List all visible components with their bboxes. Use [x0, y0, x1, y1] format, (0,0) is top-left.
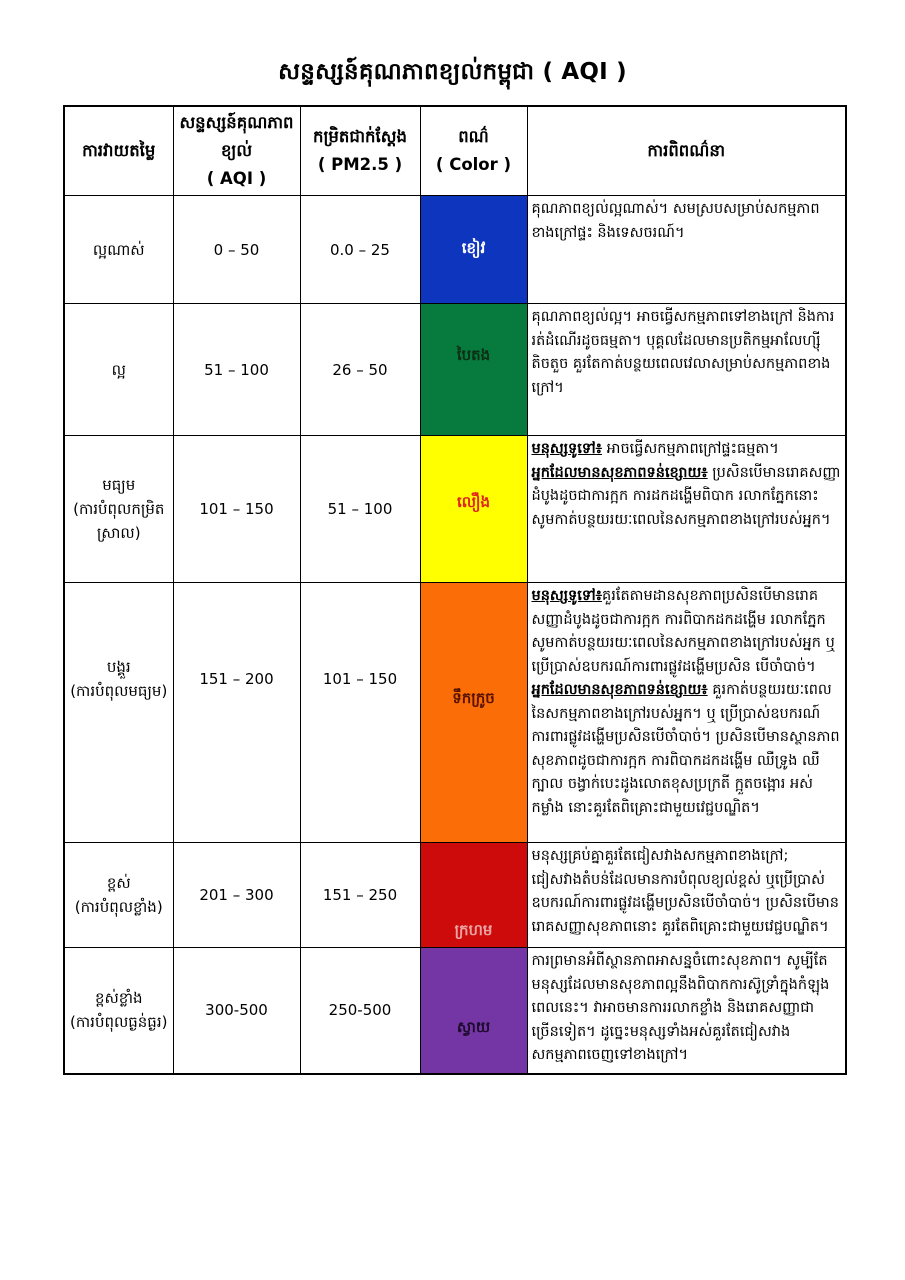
- description-cell: [527, 304, 846, 436]
- aqi-cell: 201 – 300: [173, 843, 300, 948]
- rating-cell: [64, 196, 173, 304]
- header-color: [420, 106, 527, 196]
- color-name-label: ទឹកក្រូច: [452, 688, 495, 707]
- rating-note: (ការបំពុលធ្ងន់ធ្ងរ): [70, 1013, 168, 1032]
- color-name-label: ស្វាយ: [456, 1018, 491, 1037]
- rating-cell: [64, 948, 173, 1074]
- rating-name: ខ្ពស់: [106, 874, 131, 893]
- description-cell: [527, 583, 846, 843]
- header-pm25-label: កម្រិតជាក់ស្តែង: [313, 127, 407, 147]
- description-paragraph: អ្នកដែលមានសុខភាពទន់ខ្សោយ៖ គួរកាត់បន្ថយរយៈពេលនៃសកម្មភាពខាងក្រៅរបស់អ្នក។ ឬ ប្រើប្រាស់ឧបករណ៍ការពារផ្លូវដង្ហើមប្រសិនបើចាំបាច់។ ប្រសិនបើមានស្ថានភាពសុខភាពដូចជាការក្អក ការពិបាកដកដង្ហើម ឈឺទ្រូង ឈឺក្បាល ចង្វាក់បេះដូងលោតខុសប្រក្រតី ក្អួតចង្អោរ អស់កម្លាំង នោះគួរតែពិគ្រោះជាមួយវេជ្ជបណ្ឌិត។: [531, 682, 840, 816]
- pm25-cell: 0.0 – 25: [300, 196, 420, 304]
- rating-cell: [64, 304, 173, 436]
- color-cell: [420, 583, 527, 843]
- header-color-label: ពណ៌: [458, 127, 489, 147]
- description-cell: [527, 948, 846, 1074]
- rating-name: បង្គួរ: [106, 657, 131, 676]
- color-name-label: លឿង: [456, 493, 491, 512]
- color-cell: [420, 196, 527, 304]
- description-paragraph: អ្នកដែលមានសុខភាពទន់ខ្សោយ៖ ប្រសិនបើមានរោគសញ្ញាដំបូងដូចជាការក្អក ការដកដង្ហើមពិបាក រលាកភ្នែកនោះ សូមកាត់បន្ថយរយៈពេលនៃសកម្មភាពខាងក្រៅរបស់អ្នក។: [531, 464, 841, 528]
- description-paragraph: ការព្រមានអំពីស្ថានភាពអាសន្នចំពោះសុខភាព។ សូម្បីតែមនុស្សដែលមានសុខភាពល្អនឹងពិបាកការស៊ូទ្រាំក្នុងកំឡុងពេលនេះ។ វាអាចមានការរលាកខ្លាំង និងរោគសញ្ញាជាច្រើនទៀត។ ដូច្នេះមនុស្សទាំងអស់គួរតែជៀសវាងសកម្មភាពចេញទៅខាងក្រៅ។: [531, 953, 830, 1064]
- color-cell: [420, 948, 527, 1074]
- color-cell: [420, 843, 527, 948]
- page-title: សន្ទស្សន៍គុណភាពខ្យល់កម្ពុជា ( AQI ): [278, 59, 627, 85]
- pm25-cell: 51 – 100: [300, 436, 420, 583]
- rating-name: ល្អ: [111, 360, 126, 379]
- rating-note: (ការបំពុលកម្រិតស្រាល): [73, 500, 165, 543]
- table-header-row: [64, 106, 846, 196]
- pm25-cell: 151 – 250: [300, 843, 420, 948]
- rating-note: (ការបំពុលមធ្យម): [70, 681, 168, 700]
- rating-name: ល្អណាស់: [92, 240, 145, 259]
- table-row: [64, 948, 846, 1074]
- header-aqi: [173, 106, 300, 196]
- description-cell: [527, 843, 846, 948]
- header-aqi-sub: ( AQI ): [206, 169, 267, 189]
- table-row: [64, 583, 846, 843]
- pm25-cell: 101 – 150: [300, 583, 420, 843]
- description-lead: អ្នកដែលមានសុខភាពទន់ខ្សោយ៖: [531, 682, 708, 699]
- description-paragraph: មនុស្សគ្រប់គ្នាគួរតែជៀសវាងសកម្មភាពខាងក្រៅ; ជៀសវាងតំបន់ដែលមានការបំពុលខ្យល់ខ្ពស់ ឬប្រើប្រាស់ឧបករណ៍ការពារផ្លូវដង្ហើមប្រសិនបើចាំបាច់។ ប្រសិនបើមានរោគសញ្ញាសុខភាពនោះ គួរតែពិគ្រោះជាមួយវេជ្ជបណ្ឌិត។: [531, 848, 839, 935]
- table-row: [64, 843, 846, 948]
- pm25-cell: 250-500: [300, 948, 420, 1074]
- table-row: [64, 304, 846, 436]
- rating-cell: [64, 436, 173, 583]
- aqi-cell: 101 – 150: [173, 436, 300, 583]
- header-pm25-sub: ( PM2.5 ): [317, 155, 403, 175]
- header-aqi-label: សន្ទស្សន៍គុណភាពខ្យល់: [179, 113, 294, 161]
- header-rating-label: ការវាយតម្លៃ: [82, 141, 156, 161]
- header-rating: [64, 106, 173, 196]
- rating-name: ខ្ពស់ខ្លាំង: [94, 989, 143, 1008]
- header-description: [527, 106, 846, 196]
- color-cell: [420, 436, 527, 583]
- description-paragraph: មនុស្សទូទៅ៖គួរតែតាមដានសុខភាពប្រសិនបើមានរោគសញ្ញាដំបូងដូចជាការក្អក ការពិបាកដកដង្ហើម រលាកភ្នែក សូមកាត់បន្ថយរយៈពេលនៃសកម្មភាពខាងក្រៅរបស់អ្នក ឬប្រើប្រាស់ឧបករណ៍ការពារផ្លូវដង្ហើមប្រសិន បើចាំបាច់។: [531, 588, 835, 675]
- pm25-cell: 26 – 50: [300, 304, 420, 436]
- header-description-label: ការពិពណ៌នា: [647, 141, 726, 161]
- header-color-sub: ( Color ): [435, 155, 512, 175]
- aqi-table: [63, 105, 847, 1075]
- color-name-label: ខៀវ: [461, 238, 486, 257]
- description-paragraph: មនុស្សទូទៅ៖ អាចធ្វើសកម្មភាពក្រៅផ្ទះធម្មតា។: [531, 441, 779, 458]
- rating-note: (ការបំពុលខ្លាំង): [74, 898, 163, 917]
- description-lead: មនុស្សទូទៅ៖: [531, 588, 603, 605]
- aqi-cell: 0 – 50: [173, 196, 300, 304]
- rating-name: មធ្យម: [102, 476, 136, 495]
- rating-cell: [64, 583, 173, 843]
- rating-cell: [64, 843, 173, 948]
- description-lead: អ្នកដែលមានសុខភាពទន់ខ្សោយ៖: [531, 464, 708, 481]
- color-name-label: បៃតង: [456, 345, 491, 364]
- table-row: [64, 196, 846, 304]
- table-row: [64, 436, 846, 583]
- description-paragraph: គុណភាពខ្យល់ល្អ។ អាចធ្វើសកម្មភាពទៅខាងក្រៅ និងការរត់ដំណើរដូចធម្មតា។ បុគ្គលដែលមានប្រតិកម្មអាលែហ្ស៊ីតិចតួច គួរតែកាត់បន្ថយពេលវេលាសម្រាប់សកម្មភាពខាងក្រៅ។: [531, 309, 835, 396]
- color-name-label: ក្រហម: [454, 921, 493, 940]
- description-cell: [527, 196, 846, 304]
- aqi-cell: 300-500: [173, 948, 300, 1074]
- color-cell: [420, 304, 527, 436]
- aqi-cell: 151 – 200: [173, 583, 300, 843]
- description-lead: មនុស្សទូទៅ៖: [531, 441, 603, 458]
- header-pm25: [300, 106, 420, 196]
- description-cell: [527, 436, 846, 583]
- aqi-cell: 51 – 100: [173, 304, 300, 436]
- description-paragraph: គុណភាពខ្យល់ល្អណាស់។ សមស្របសម្រាប់សកម្មភាពខាងក្រៅផ្ទះ និងទេសចរណ៍។: [531, 201, 820, 241]
